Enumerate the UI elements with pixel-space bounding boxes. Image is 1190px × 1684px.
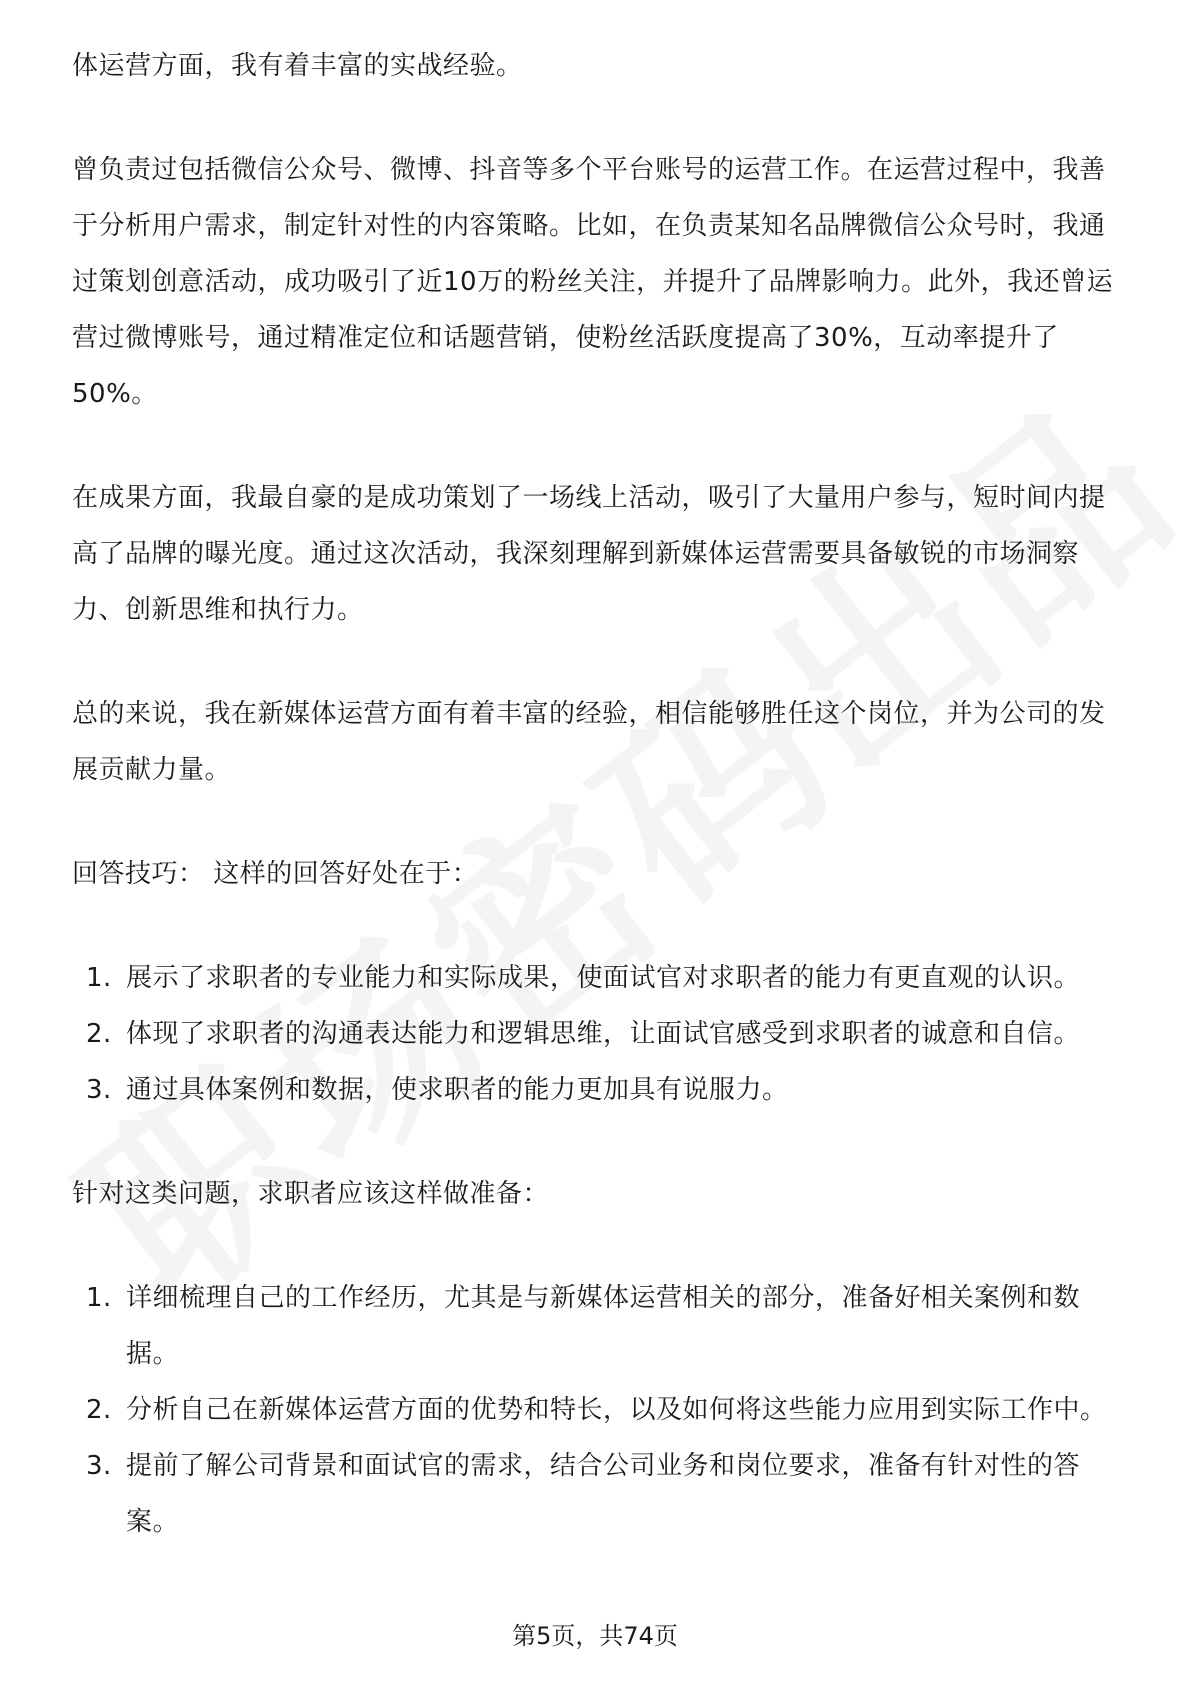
tips-list xyxy=(72,950,1118,1118)
list-item-text: 展示了求职者的专业能力和实际成果，使面试官对求职者的能力有更直观的认识。 xyxy=(126,963,1081,993)
tips-heading: 回答技巧： 这样的回答好处在于： xyxy=(72,859,479,889)
list-item xyxy=(72,1006,1118,1062)
list-item xyxy=(72,1062,1118,1118)
list-number: 2. xyxy=(86,1395,112,1425)
prep-heading: 针对这类问题，求职者应该这样做准备： xyxy=(72,1179,550,1209)
list-item xyxy=(72,1270,1118,1382)
list-item xyxy=(72,950,1118,1006)
list-number: 2. xyxy=(86,1019,112,1049)
list-item xyxy=(72,1382,1118,1438)
paragraph-achievement: 在成果方面，我最自豪的是成功策划了一场线上活动，吸引了大量用户参与，短时间内提高了品牌的曝光度。通过这次活动，我深刻理解到新媒体运营需要具备敏锐的市场洞察力、创新思维和执行力。 xyxy=(72,483,1106,625)
list-item-text: 体现了求职者的沟通表达能力和逻辑思维，让面试官感受到求职者的诚意和自信。 xyxy=(126,1019,1081,1049)
paragraph-summary: 总的来说，我在新媒体运营方面有着丰富的经验，相信能够胜任这个岗位，并为公司的发展贡献力量。 xyxy=(72,699,1106,785)
list-number: 3. xyxy=(86,1075,112,1105)
list-item-text: 详细梳理自己的工作经历，尤其是与新媒体运营相关的部分，准备好相关案例和数据。 xyxy=(126,1283,1081,1369)
list-item-text: 分析自己在新媒体运营方面的优势和特长，以及如何将这些能力应用到实际工作中。 xyxy=(126,1395,1107,1425)
list-item-text: 提前了解公司背景和面试官的需求，结合公司业务和岗位要求，准备有针对性的答案。 xyxy=(126,1451,1081,1537)
list-number: 3. xyxy=(86,1451,112,1481)
paragraph-intro-tail: 体运营方面，我有着丰富的实战经验。 xyxy=(72,51,523,81)
list-item-text: 通过具体案例和数据，使求职者的能力更加具有说服力。 xyxy=(126,1075,789,1105)
prep-list xyxy=(72,1270,1118,1550)
list-number: 1. xyxy=(86,1283,112,1313)
document-body xyxy=(72,38,1118,1550)
paragraph-experience: 曾负责过包括微信公众号、微博、抖音等多个平台账号的运营工作。在运营过程中，我善于分析用户需求，制定针对性的内容策略。比如，在负责某知名品牌微信公众号时，我通过策划创意活动，成功吸引了近10万的粉丝关注，并提升了品牌影响力。此外，我还曾运营过微博账号，通过精准定位和话题营销，使粉丝活跃度提高了30%，互动率提升了50%。 xyxy=(72,155,1114,409)
list-number: 1. xyxy=(86,963,112,993)
list-item xyxy=(72,1438,1118,1550)
page-number: 第5页，共74页 xyxy=(512,1622,678,1650)
